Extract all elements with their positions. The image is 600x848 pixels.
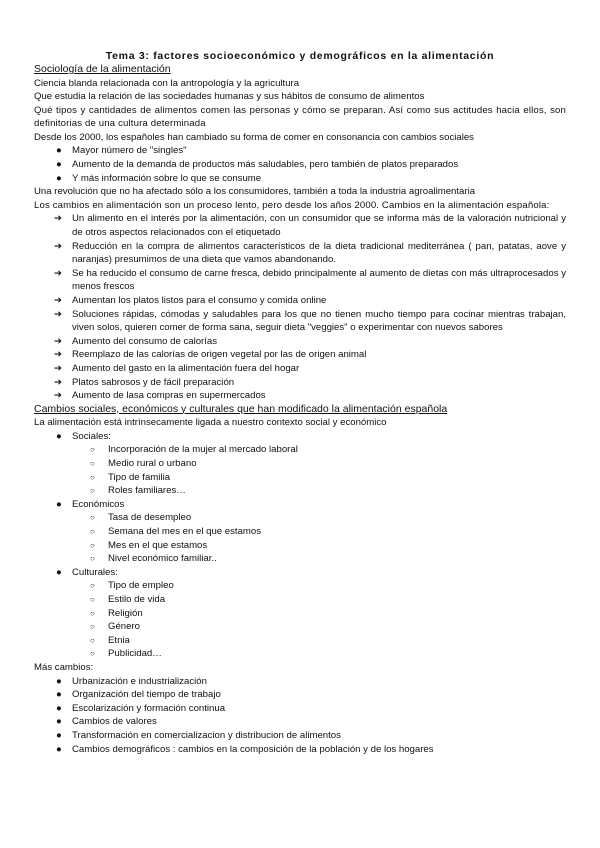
list-item: ● Aumento de la demanda de productos más saludables, pero también de platos preparados <box>56 159 459 171</box>
list-item: ➔ Un alimento en el interés por la alimentación, con un consumidor que se informa más de la valoración nutricional y de otros aspectos relacionados con el etiquetado <box>54 213 566 239</box>
section-heading-sociologia: Sociología de la alimentación <box>34 63 171 75</box>
arrow-icon: ➔ <box>54 240 63 252</box>
paragraph: Ciencia blanda relacionada con la antropología y la agricultura <box>34 77 300 89</box>
bullet-list-group-culturales <box>34 566 566 580</box>
arrow-icon: ➔ <box>54 390 63 402</box>
list-item: ○ Tipo de familia <box>90 471 171 483</box>
bullet-list-group-economicos <box>34 498 566 512</box>
paragraph: Más cambios: <box>34 661 94 673</box>
bullet-icon: ● <box>56 498 62 510</box>
list-item: ➔ Aumento de lasa compras en supermercados <box>54 390 266 402</box>
paragraph: Una revolución que no ha afectado sólo a los consumidores, también a toda la industria agroalimentaria <box>34 186 476 198</box>
list-item: ○ Nivel económico familiar.. <box>90 553 217 565</box>
list-item: ○ Tipo de empleo <box>90 580 174 592</box>
circle-bullet-icon: ○ <box>90 445 95 455</box>
list-item: ○ Etnia <box>90 634 130 646</box>
circle-bullet-icon: ○ <box>90 486 95 496</box>
bullet-icon: ● <box>56 716 62 728</box>
bullet-list-mas-cambios <box>34 675 566 757</box>
list-item: ● Mayor número de "singles" <box>56 145 187 157</box>
list-item: ○ Roles familiares… <box>90 485 186 497</box>
list-item: ➔ Soluciones rápidas, cómodas y saludables para los que no tienen mucho tiempo para cocinar mientras trabajan, viven solos, quieren comer de forma sana, seguir dieta "veggies" o experimentar con nuevos sabores <box>54 308 566 334</box>
circle-bullet-icon: ○ <box>90 527 95 536</box>
sub-list-culturales <box>34 579 566 661</box>
circle-bullet-icon: ○ <box>90 472 95 482</box>
arrow-icon: ➔ <box>54 267 63 279</box>
bullet-icon: ● <box>56 675 62 687</box>
arrow-icon: ➔ <box>54 308 63 320</box>
circle-bullet-icon: ○ <box>90 608 95 618</box>
list-item: ● Cambios de valores <box>56 716 157 728</box>
arrow-icon: ➔ <box>54 213 63 225</box>
list-item: ● Escolarización y formación continua <box>56 702 226 714</box>
circle-bullet-icon: ○ <box>90 540 95 550</box>
list-item: ○ Estilo de vida <box>90 593 166 605</box>
sub-list-sociales <box>34 443 566 497</box>
list-item: ○ Género <box>90 621 140 633</box>
circle-bullet-icon: ○ <box>90 513 95 523</box>
bullet-icon: ● <box>56 145 62 157</box>
list-item: ➔ Aumento del gasto en la alimentación fuera del hogar <box>54 362 300 374</box>
list-item: ○ Medio rural o urbano <box>90 458 197 470</box>
list-item: ○ Religión <box>90 607 143 619</box>
list-item: ➔ Platos sabrosos y de fácil preparación <box>54 376 235 388</box>
circle-bullet-icon: ○ <box>90 554 95 564</box>
list-item: ➔ Reemplazo de las calorías de origen vegetal por las de origen animal <box>54 349 367 361</box>
list-item: ● Cambios demográficos : cambios en la composición de la población y de los hogares <box>56 743 434 755</box>
list-item: ● Urbanización e industrialización <box>56 675 207 687</box>
bullet-list-singles <box>34 144 566 185</box>
bullet-icon: ● <box>56 566 62 578</box>
circle-bullet-icon: ○ <box>90 594 95 604</box>
bullet-list-group-sociales <box>34 430 566 444</box>
arrow-icon: ➔ <box>54 349 63 361</box>
bullet-icon: ● <box>56 689 62 701</box>
list-item: ➔ Aumentan los platos listos para el consumo y comida online <box>54 295 327 306</box>
paragraph: Qué tipos y cantidades de alimentos comen las personas y cómo se preparan. Así como sus actitudes hacia ellos, son definitorias de una cultura determinada <box>34 104 566 130</box>
bullet-icon: ● <box>56 702 62 714</box>
list-item: ○ Incorporación de la mujer al mercado laboral <box>90 444 298 456</box>
circle-bullet-icon: ○ <box>90 622 95 632</box>
circle-bullet-icon: ○ <box>90 581 95 591</box>
circle-bullet-icon: ○ <box>90 459 95 469</box>
list-item: ➔ Reducción en la compra de alimentos característicos de la dieta tradicional mediterránea ( pan, patatas, aove y naranjas) presumimos de una dieta que vamos abandonando. <box>54 240 566 266</box>
arrow-icon: ➔ <box>54 295 63 306</box>
list-item: ● Sociales: <box>56 430 111 442</box>
list-item: ● Culturales: <box>56 566 118 578</box>
list-item: ● Transformación en comercializacion y distribucion de alimentos <box>56 729 341 741</box>
list-item: ○ Mes en el que estamos <box>90 539 208 551</box>
bullet-icon: ● <box>56 729 62 741</box>
paragraph: Desde los 2000, los españoles han cambiado su forma de comer en consonancia con cambios sociales <box>34 131 474 143</box>
paragraph: Que estudia la relación de las sociedades humanas y sus hábitos de consumo de alimentos <box>34 91 425 103</box>
arrow-icon: ➔ <box>54 376 63 388</box>
list-item: ● Económicos <box>56 498 125 510</box>
section-heading-cambios: Cambios sociales, económicos y culturales que han modificado la alimentación española <box>34 402 448 415</box>
paragraph: La alimentación está intrínsecamente ligada a nuestro contexto social y económico <box>34 417 387 429</box>
bullet-icon: ● <box>56 159 62 171</box>
list-item: ○ Semana del mes en el que estamos <box>90 526 262 537</box>
bullet-icon: ● <box>56 172 62 184</box>
list-item: ○ Publicidad… <box>90 648 162 660</box>
arrow-icon: ➔ <box>54 335 63 347</box>
bullet-icon: ● <box>56 743 62 755</box>
list-item: ● Organización del tiempo de trabajo <box>56 689 221 701</box>
bullet-icon: ● <box>56 430 62 442</box>
circle-bullet-icon: ○ <box>90 649 95 659</box>
sub-list-economicos <box>34 511 566 565</box>
list-item: ➔ Se ha reducido el consumo de carne fresca, debido principalmente al aumento de dietas con más ultraprocesados y menos frescos <box>54 267 566 293</box>
list-item: ○ Tasa de desempleo <box>90 512 192 524</box>
paragraph: Los cambios en alimentación son un proceso lento, pero desde los años 2000. Cambios en la alimentación española: <box>34 199 550 211</box>
list-item: ● Y más información sobre lo que se consume <box>56 172 262 184</box>
document-title: Tema 3: factores socioeconómico y demográficos en la alimentación <box>105 50 495 62</box>
circle-bullet-icon: ○ <box>90 635 95 645</box>
list-item: ➔ Aumento del consumo de calorías <box>54 335 218 347</box>
arrow-list-cambios <box>34 212 566 402</box>
arrow-icon: ➔ <box>54 362 63 374</box>
